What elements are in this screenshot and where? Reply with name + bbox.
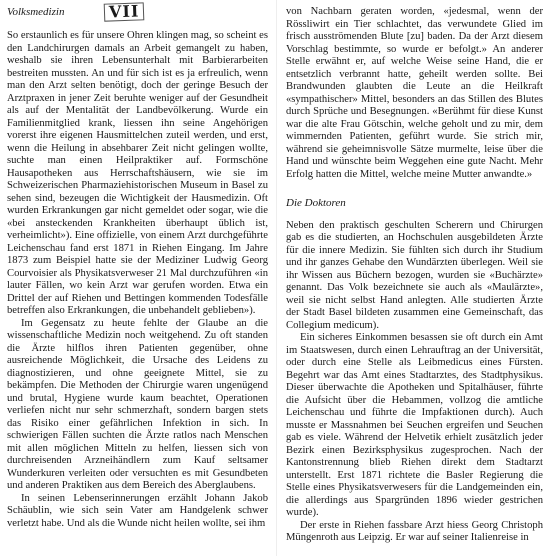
- section-heading: Die Doktoren: [286, 197, 346, 209]
- paragraph: Ein sicheres Einkommen besassen sie oft durch ein Amt im Staatswesen, durch einen Lehrauftrag an der Universität, oder durch eine Stelle als Leibmedicus eines Fürsten. Begehrt war das Amt eines Stadtarztes, des Stadtphysikus. Dieser überwachte die Apotheken und Spitalhäuser, führte die Aufsicht über die Hebammen, vollzog die amtliche Leichenschau und führte die Impfaktionen durch). Auch musste er Massnahmen bei Seuchen ergreifen und Seuchen gab es viele. Während der Helvetik erhielt zusätzlich jeder Bezirk einen Bezirksphysikus zugesprochen. Nach der Kantonstrennung blieb Riehen direkt dem Stadtarzt unterstellt. Erst 1871 richtete die Basler Regierung die Stelle eines Physikatsverwesers für die Landgemeinden ein, die allerdings aus Spargründen 1896 wieder gestrichen wurde).: [286, 332, 543, 518]
- paragraph: Der erste in Riehen fassbare Arzt hiess Georg Christoph Müngenroth aus Leipzig. Er war auf seiner Italienreise in: [286, 519, 543, 543]
- paragraph: So erstaunlich es für unsere Ohren klingen mag, so scheint es den Landchirurgen damals an Arbeit gemangelt zu haben, weshalb sie ihren Lebensunterhalt mit Barbierarbeiten bestreiten mussten. An und für sich ist es ja erfreulich, wenn man den Arzt selten benötigt, doch der geringe Besuch der Arztpraxen in jener Zeit beruhte weniger auf der Gesundheit als auf der Mentalität der Landbevölkerung. Wurde ein Familienmitglied krank, liessen ihn seine Angehörigen vorerst ihre eigenen Hausmittelchen zuteil werden, und erst, wenn die Heilung in absehbarer Zeit nicht gelingen wollte, suchte man einen Heilpraktiker auf. Formschöne Hausapotheken aus Herrschaftshäusern, wie sie im Schweizerischen Pharmaziehistorischen Museum in Basel zu sehen sind, bezeugen die Wichtigkeit der Hausmedizin. Oft wurden Erkrankungen gar nicht gemeldet oder sogar, wie die «bei ansteckenden Krankheiten überhaupt üblich ist, verheimlicht»). Eine offizielle, von einem Arzt durchgeführte Leichenschau fand erst 1871 in Riehen Eingang. Im Jahre 1873 zum Beispiel hatte sie der Mediziner Ludwig Georg Courvoisier als Physikatsverweser 21 Mal durchzuführen «in lauter Fällen, wo kein Arzt war gerufen worden. Etwa ein Drittel der auf Riehen und Bettingen kommenden Todesfälle betreffen also Erkrankungen, die unbehandelt geblieben»).: [7, 30, 268, 316]
- right-column: [286, 6, 543, 545]
- paragraph: Im Gegensatz zu heute fehlte der Glaube an die wissenschaftliche Medizin noch weitgehend. Zu oft standen die Ärzte hilflos ihren Patienten gegenüber, ohne ausreichende Möglichkeit, die Ursache des Leidens zu diagnostizieren, und ohne geeignete Mittel, sie zu bekämpfen. Die Methoden der Chirurgie waren ungenügend und brutal, Hygiene wurde kaum beachtet, Operationen verliefen nicht nur sehr schmerzhaft, sondern bargen stets das Risiko einer gefährlichen Infektion in sich. In schwierigen Fällen suchten die Ärzte ratlos nach Menschen mit allen möglichen Mitteln zu helfen, liessen sich von durchreisenden Arzneihändlern zum Kauf seltsamer Wunderkuren verleiten oder versuchten es mit Gesundbeten und anderen Praktiken aus dem Bereich des Aberglaubens.: [7, 317, 268, 491]
- page-header: [7, 3, 267, 25]
- paragraph: von Nachbarn geraten worden, «jedesmal, wenn der Rössliwirt ein Tier schlachtet, das verwundete Glied im frisch ausströmenden Blute [zu] baden. Da der Arzt diesem Vorschlag bestimmte, so wurde er befolgt.» An anderer Stelle erwähnt er, auf welche Weise seine Hand, die er entsetzlich verbrannt hatte, geheilt werden sollte. Bei Brandwunden glaubten die Leute an die Heilkraft «sympathischer» Mittel, besonders an das Stillen des Blutes durch Sprüche und Besegnungen. «Berühmt für diese Kunst war die alte Frau Götschin, welche geholt und zu mir, dem wimmernden Patienten, geführt wurde. Sie strich mir, während sie geheimnisvolle Sätze murmelte, leise über die Hand und wünschte beim Weggehen eine gute Nacht. Mehr Erfolg hatten die Mittel, welche meine Mutter anwandte.»: [286, 6, 543, 180]
- paragraph: In seinen Lebenserinnerungen erzählt Johann Jakob Schäublin, wie sich sein Vater am Handgelenk schwer verletzt habe. Und als die Wunde nicht heilen wollte, sei ihm: [7, 492, 268, 529]
- left-column: [7, 30, 268, 530]
- handwritten-mark: VII: [104, 2, 145, 21]
- column-gutter: [276, 0, 277, 556]
- section-label: Volksmedizin: [7, 6, 65, 18]
- paragraph: Neben den praktisch geschulten Scherern und Chirurgen gab es die studierten, an Hochschulen ausgebildeten Ärzte für die innere Medizin. Sie fühlten sich durch ihr Studium und ihr ganzes Gehabe den Wundärzten überlegen. Weil sie ihr Wissen aus Büchern bezogen, wurden sie «Buchärzte» genannt. Das Volk bezeichnete sie auch als «Maulärzte», weil sie nicht selbst Hand anlegten. Alle studierten Ärzte der Stadt Basel bildeten zusammen eine Gemeinschaft, das Collegium medicum).: [286, 219, 543, 331]
